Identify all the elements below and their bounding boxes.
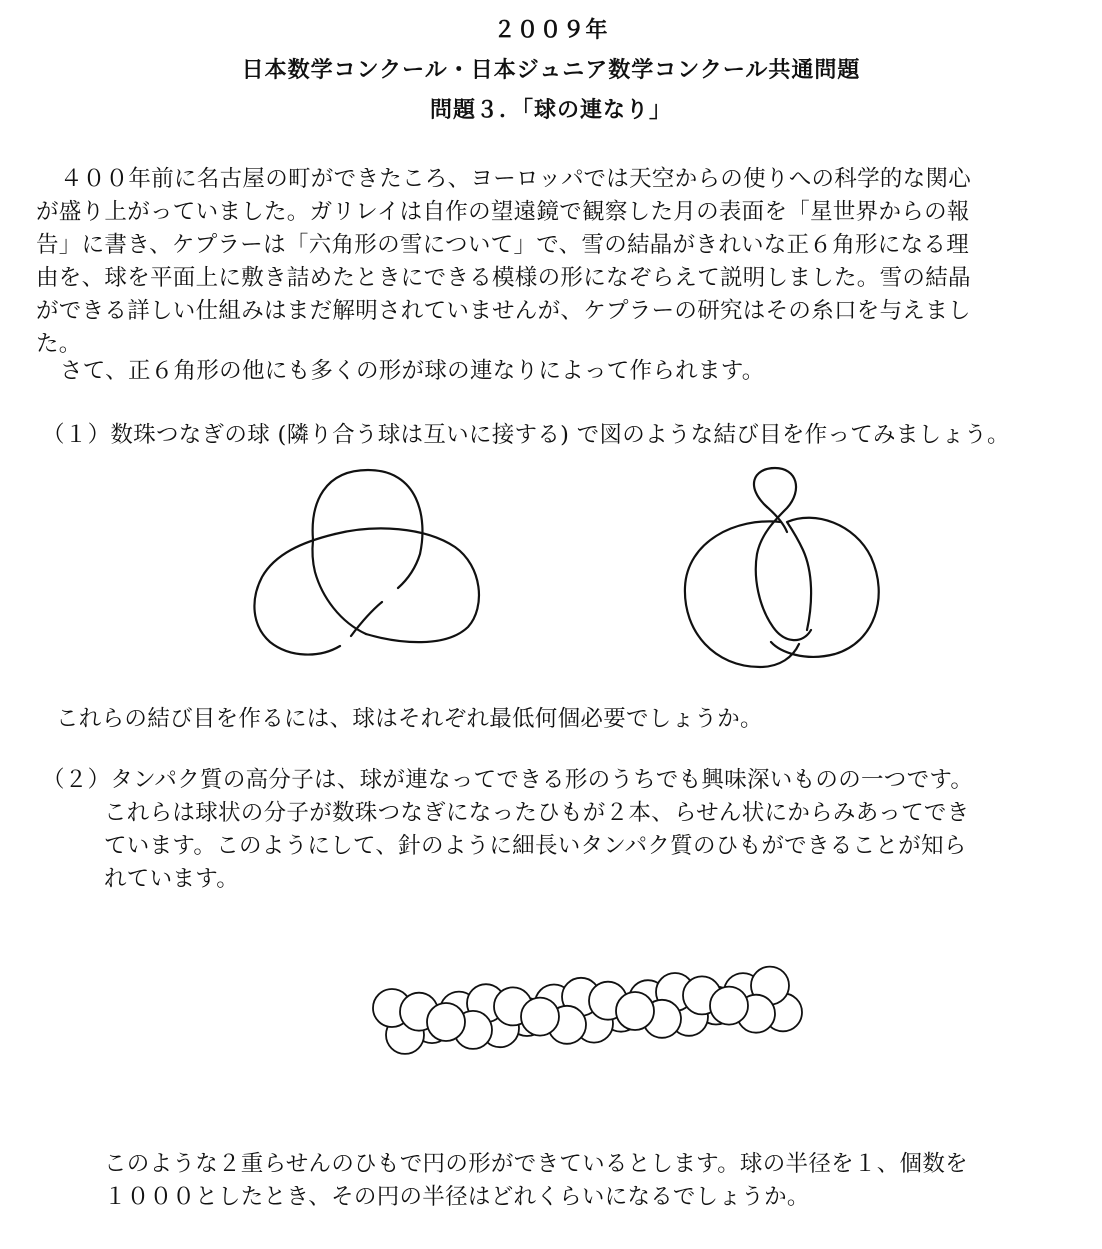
question-2-line: （２）タンパク質の高分子は、球が連なってできる形のうちでも興味深いものの一つです。 — [42, 767, 974, 793]
question-1-text: （１）数珠つなぎの球 (隣り合う球は互いに接する) で図のような結び目を作ってみましょう。 — [42, 422, 1010, 448]
intro-line: た。 — [36, 331, 82, 357]
intro-paragraph — [36, 163, 971, 361]
trefoil-strand — [335, 528, 479, 642]
question-2-ask-line: このような２重らせんのひもで円の形ができているとします。球の半径を１、個数を — [104, 1151, 968, 1177]
question-2-paragraph — [42, 764, 973, 896]
helix-bead — [616, 992, 654, 1030]
figure-eight-knot-figure — [675, 462, 885, 692]
intro-line: ができる詳しい仕組みはまだ解明されていませんが、ケプラーの研究はその糸口を与えまし — [36, 298, 971, 324]
trefoil-strand — [254, 534, 340, 655]
question-2-line: れています。 — [104, 866, 240, 892]
figure-eight-strand — [754, 468, 811, 640]
trefoil-strand — [312, 540, 366, 634]
intro-line: ４００年前に名古屋の町ができたころ、ヨーロッパでは天空からの使りへの科学的な関心 — [60, 166, 972, 192]
intro-line: 由を、球を平面上に敷き詰めたときにできる模様の形になぞらえて説明しました。雪の結晶 — [36, 265, 971, 291]
intro-line: が盛り上がっていました。ガリレイは自作の望遠鏡で観察した月の表面を「星世界からの報 — [36, 199, 970, 225]
double-helix-bead-chain-figure — [364, 960, 814, 1060]
question-1-ask: これらの結び目を作るには、球はそれぞれ最低何個必要でしょうか。 — [56, 706, 763, 732]
header-problem-title: 問題３．「球の連なり」 — [429, 98, 672, 123]
question-2-ask — [104, 1148, 968, 1214]
intro-second-sentence: さて、正６角形の他にも多くの形が球の連なりによって作られます。 — [60, 358, 765, 384]
trefoil-knot-figure — [250, 462, 490, 672]
question-2-line: これらは球状の分子が数珠つなぎになったひもが２本、らせん状にからみあってでき — [104, 800, 970, 826]
trefoil-strand — [351, 602, 382, 636]
header-contest-title: 日本数学コンクール・日本ジュニア数学コンクール共通問題 — [241, 58, 861, 83]
helix-bead — [710, 987, 748, 1025]
helix-bead — [427, 1003, 465, 1041]
question-2-ask-line: １０００としたとき、その円の半径はどれくらいになるでしょうか。 — [104, 1184, 810, 1210]
intro-line: 告」に書き、ケプラーは「六角形の雪について」で、雪の結晶がきれいな正６角形になる理 — [36, 232, 970, 258]
helix-bead — [521, 998, 559, 1036]
figure-eight-strand — [685, 521, 799, 667]
question-2-line: ています。このようにして、針のように細長いタンパク質のひもができることが知ら — [104, 833, 967, 859]
header-year: ２００９年 — [493, 18, 609, 43]
figure-eight-strand — [771, 518, 879, 657]
